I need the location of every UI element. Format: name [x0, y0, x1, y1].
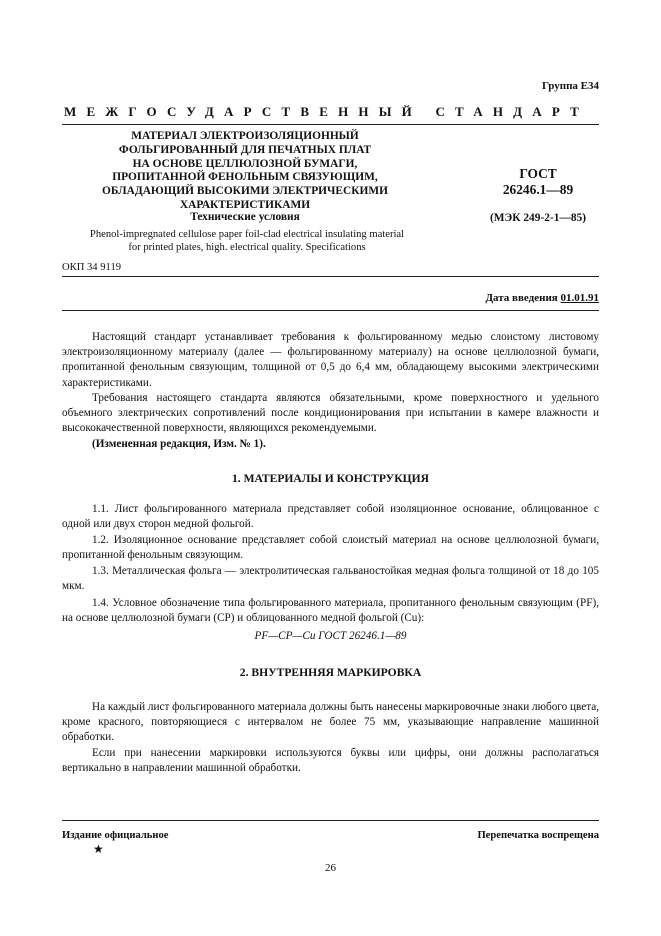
- title-line: ФОЛЬГИРОВАННЫЙ ДЛЯ ПЕЧАТНЫХ ПЛАТ: [118, 143, 372, 156]
- intro-paragraph-2: Требования настоящего стандарта являются обязательными, кроме поверхностного и удельного объемного электрических сопротивлений после кондиционирования при испытании в камере влажности и высококачественной поверхности, являющихся рекомендуемыми.: [62, 392, 599, 435]
- section-2-heading: 2. ВНУТРЕННЯЯ МАРКИРОВКА: [239, 666, 422, 679]
- page-number: 26: [325, 862, 336, 874]
- reprint-prohibited-note: Перепечатка воспрещена: [477, 830, 599, 841]
- introduction-date-label: Дата введения: [485, 292, 558, 304]
- footer-rule: [62, 820, 599, 821]
- introduction-date: [485, 292, 599, 304]
- interstate-standard-banner: МЕЖГОСУДАРСТВЕННЫЙ СТАНДАРТ: [64, 104, 590, 119]
- clause-1-3: 1.3. Металлическая фольга — электролитическая гальваностойкая медная фольга толщиной от 18 до 105 мкм.: [62, 565, 599, 593]
- title-line: МАТЕРИАЛ ЭЛЕКТРОИЗОЛЯЦИОННЫЙ: [131, 130, 359, 142]
- section-2-paragraph-1: На каждый лист фольгированного материала должны быть нанесены маркировочные знаки любого цвета, кроме красного, повторяющиеся с интервалом не более 75 мм, указывающие направление машинной обработки.: [62, 701, 599, 744]
- top-rule: [62, 124, 599, 125]
- title-line: НА ОСНОВЕ ЦЕЛЛЮЛОЗНОЙ БУМАГИ,: [132, 157, 358, 170]
- clause-1-1: 1.1. Лист фольгированного материала представляет собой изоляционное основание, облицованное с одной или двух сторон медной фольгой.: [62, 503, 599, 531]
- okp-code: ОКП 34 9119: [62, 262, 122, 273]
- gost-designation: [468, 166, 608, 198]
- star-icon: ★: [93, 842, 104, 856]
- intro-paragraph-1: Настоящий стандарт устанавливает требования к фольгированному медью слоистому листовому электроизоляционному материалу (далее — фольгированному материалу) на основе целлюлозной бумаги, пропитанной фенольным связующим, толщиной от 0,5 до 6,4 мм, обладающему высокими электрическими характеристиками.: [62, 331, 599, 389]
- document-subtitle: Технические условия: [190, 211, 300, 223]
- title-bottom-rule: [62, 276, 599, 277]
- date-rule: [62, 310, 599, 311]
- english-title-line: Phenol-impregnated cellulose paper foil-clad electrical insulating material: [89, 229, 405, 240]
- official-edition-note: Издание официальное: [62, 830, 169, 841]
- clause-1-4: 1.4. Условное обозначение типа фольгированного материала, пропитанного фенольным связующим (PF), на основе целлюлозной бумаги (СР) и облицованного медной фольгой (Cu):: [62, 597, 599, 625]
- title-line: ОБЛАДАЮЩИЙ ВЫСОКИМИ ЭЛЕКТРИЧЕСКИМИ: [102, 185, 388, 198]
- english-title-line: for printed plates, high. electrical quality. Specifications: [128, 242, 366, 254]
- designation-formula: PF—CP—Cu ГОСТ 26246.1—89: [254, 630, 407, 642]
- clause-1-2: 1.2. Изоляционное основание представляет собой слоистый материал на основе целлюлозной бумаги, пропитанной фенольным связующим.: [62, 534, 599, 562]
- section-1-heading: 1. МАТЕРИАЛЫ И КОНСТРУКЦИЯ: [231, 472, 430, 485]
- amendment-note: (Измененная редакция, Изм. № 1).: [92, 438, 266, 450]
- title-line: ПРОПИТАННОЙ ФЕНОЛЬНЫМ СВЯЗУЮЩИМ,: [112, 171, 378, 184]
- introduction-date-value: 01.01.91: [560, 292, 599, 304]
- iec-reference: (МЭК 249-2-1—85): [489, 212, 586, 224]
- english-title: [62, 228, 432, 255]
- section-2-paragraph-2: Если при нанесении маркировки используются буквы или цифры, они должны располагаться вертикально в направлении машинной обработки.: [62, 747, 599, 775]
- document-title: [95, 130, 395, 213]
- title-line: ХАРАКТЕРИСТИКАМИ: [179, 198, 311, 211]
- gost-number: 26246.1—89: [502, 182, 574, 197]
- gost-label: ГОСТ: [519, 166, 557, 181]
- group-label: Группа Е34: [541, 80, 599, 92]
